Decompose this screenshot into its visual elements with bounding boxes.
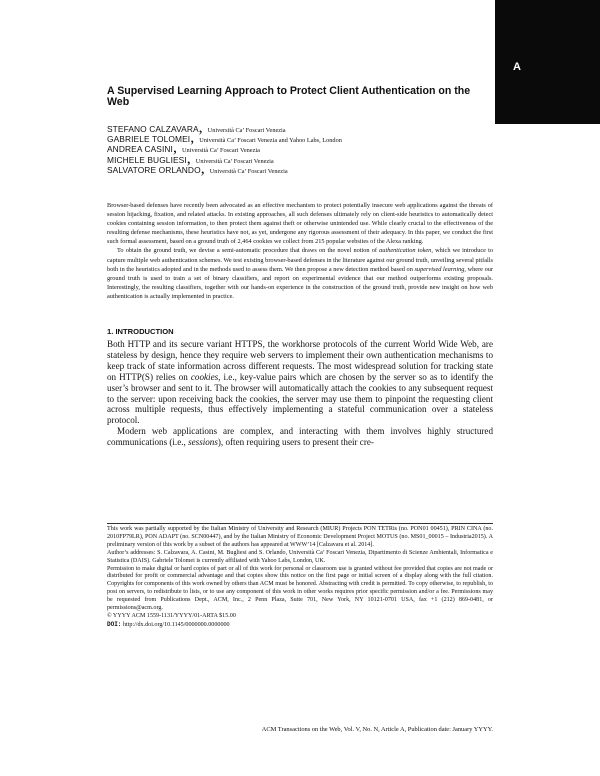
author-affiliation: Università Ca’ Foscari Venezia and Yahoo Labs, London	[199, 137, 342, 145]
abstract-paragraph: Browser-based defenses have recently been advocated as an effective mechanism to protect potentially insecure web applications against the threats of session hijacking, fixation, and related attacks. In existing approaches, all such defenses ultimately rely on client-side heuristics to automatically detect cookies containing session information, to then protect them against theft or otherwise unintended use. While clearly crucial to the effectiveness of the resulting defense mechanisms, these heuristics have not, as yet, undergone any rigorous assessment of their adequacy. In this paper, we conduct the first such formal assessment, based on a ground truth of 2,464 cookies we collect from 215 popular websites of the Alexa ranking.	[107, 202, 493, 246]
permission-notice: Permission to make digital or hard copies of part or all of this work for personal or classroom use is granted without fee provided that copies are not made or distributed for profit or commercial advantage and that copies show this notice on the first page or initial screen of a display along with the full citation. Copyrights for components of this work owned by others than ACM must be honored. Abstracting with credit is permitted. To copy otherwise, to republish, to post on servers, to redistribute to lists, or to use any component of this work in other works requires prior specific permission and/or a fee. Permissions may be requested from Publications Dept., ACM, Inc., 2 Penn Plaza, Suite 701, New York, NY 10121-0701 USA, fax +1 (212) 869-0481, or permissions@acm.org.	[107, 565, 493, 612]
emphasis: authentication token	[379, 247, 432, 255]
author-name: SALVATORE ORLANDO	[107, 164, 201, 175]
author-name: ANDREA CASINI	[107, 144, 173, 155]
emphasis: supervised learning	[414, 265, 465, 273]
author-name: MICHELE BUGLIESI	[107, 154, 187, 165]
doi-line	[107, 621, 493, 630]
article-tab	[495, 0, 600, 124]
doi-label: DOI:	[107, 620, 122, 628]
body-paragraph: Both HTTP and its secure variant HTTPS, the workhorse protocols of the current World Wide Web, are stateless by design, hence they require web servers to implement their own authentication mechanisms to keep track of state information across different requests. The most widespread solution for tracking state on HTTP(S) relies on cookies, i.e., key-value pairs which are chosen by the server so as to identify the user’s browser and sent to it. The browser will automatically attach the cookies to any subsequent request to the server: upon receiving back the cookies, the server may use them to pinpoint the requesting client across multiple requests, thus effectively implementing a stateful communication over a stateless protocol.	[107, 339, 494, 426]
footnotes	[107, 526, 493, 630]
author-affiliation: Università Ca’ Foscari Venezia	[195, 157, 274, 165]
author-name: GABRIELE TOLOMEI	[107, 134, 191, 145]
article-letter: A	[513, 61, 521, 73]
copyright-line: © YYYY ACM 1559-1131/YYYY/01-ARTA $15.00	[107, 612, 236, 619]
running-footer: ACM Transactions on the Web, Vol. V, No. N, Article A, Publication date: January YYYY.	[261, 726, 493, 733]
paper-title: A Supervised Learning Approach to Protect Client Authentication on the Web	[107, 85, 471, 108]
footnote-rule	[107, 523, 493, 524]
author-entry: SALVATORE ORLANDO, Università Ca’ Foscari Venezia	[107, 159, 288, 177]
doi-link[interactable]: http://dx.doi.org/10.1145/0000000.0000000	[122, 621, 230, 628]
body-text	[107, 339, 493, 448]
author-affiliation: Università Ca’ Foscari Venezia	[207, 127, 286, 134]
abstract	[107, 201, 493, 301]
abstract-paragraph: To obtain the ground truth, we devise a semi-automatic procedure that draws on the novel notion of authentication token, which we introduce to capture multiple web authentication schemes. We test existing browser-based defenses in the literature against our ground truth, unveiling several pitfalls both in the heuristics adopted and in the methods used to assess them. We then propose a new detection method based on supervised learning, where our ground truth is used to train a set of binary classifiers, and report on experimental evidence that our method outperforms existing proposals. Interestingly, the resulting classifiers, together with our hands-on experience in the construction of the ground truth, provide new insight on how web authentication is actually implemented in practice.	[107, 247, 493, 300]
author-name: STEFANO CALZAVARA	[107, 124, 199, 134]
author-affiliation: Università Ca’ Foscari Venezia	[209, 167, 288, 175]
emphasis: sessions	[188, 437, 218, 448]
author-entry: GABRIELE TOLOMEI, Università Ca’ Foscari Venezia and Yahoo Labs, London	[107, 129, 342, 147]
author-list	[107, 119, 507, 177]
author-entry: STEFANO CALZAVARA, Università Ca’ Foscari Venezia	[107, 119, 286, 136]
author-addresses: Author’s addresses: S. Calzavara, A. Casini, M. Bugliesi and S. Orlando, Università Ca’ Foscari Venezia, Dipartimento di Scienze Ambientali, Informatica e Statistica (DAIS). Gabriele Tolomei is currently affiliated with Yahoo Labs, London, UK.	[107, 549, 493, 564]
emphasis: cookies	[190, 371, 219, 382]
funding-note: This work was partially supported by the Italian Ministry of University and Research (MIUR) Projects PON TETRis (no. PON01 00451), PRIN CINA (no. 2010FP79LR), PON ADAPT (no. SCN00447), and by the Italian Ministry of Economic Development Project MOTUS (no. MS01_00015 – Industria2015). A preliminary version of this work by a subset of the authors has appeared at WWW’14 [Calzavara et al. 2014].	[107, 526, 493, 548]
author-affiliation: Università Ca’ Foscari Venezia	[182, 147, 260, 155]
section-heading: 1. INTRODUCTION	[107, 327, 174, 336]
author-entry: MICHELE BUGLIESI, Università Ca’ Foscari Venezia	[107, 149, 274, 167]
author-entry: ANDREA CASINI, Università Ca’ Foscari Venezia	[107, 139, 260, 157]
body-paragraph: Modern web applications are complex, and interacting with them involves highly structured communications (i.e., sessions), often requiring users to present their cre-	[107, 426, 493, 448]
